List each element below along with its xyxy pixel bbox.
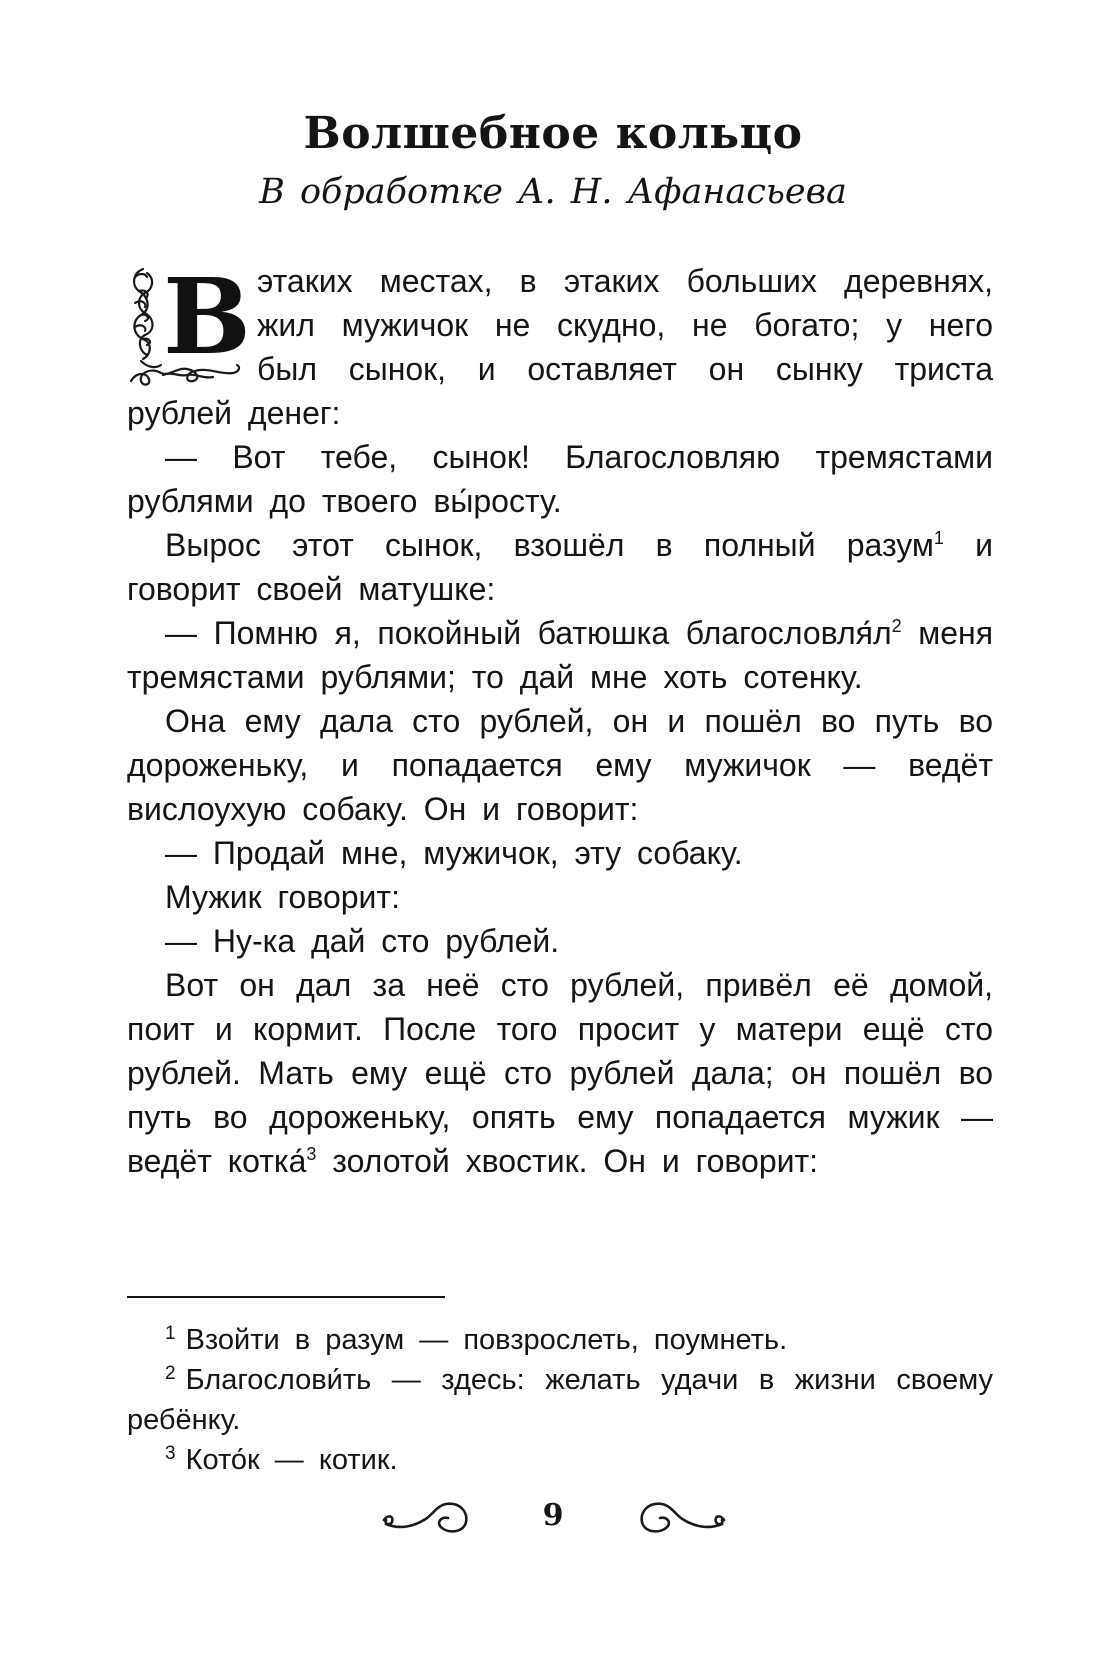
footnote-number: 2 (165, 1363, 176, 1384)
story-text (127, 255, 994, 1183)
paragraph-6: — Продай мне, мужичок, эту собаку. (165, 835, 743, 871)
paragraph-4 (127, 611, 993, 699)
left-flourish-icon (380, 1496, 472, 1536)
paragraph-3-text-a: Вырос этот сынок, взошёл в полный разум (165, 527, 934, 563)
paragraph-9 (127, 963, 993, 1183)
footnote-divider (127, 1296, 445, 1298)
paragraph-3 (127, 523, 993, 611)
story-title: Волшебное кольцо (303, 108, 803, 159)
paragraph-9-text-a: Вот он дал за неё сто рублей, привёл её домой, поит и кормит. После того просит у матери ещё сто рублей. Мать ему ещё сто рублей дала; он пошёл во путь во дороженьку, опять ему попадается мужик — ведёт котка́ (127, 967, 993, 1179)
footnote-number: 1 (165, 1323, 176, 1344)
page-number: 9 (542, 1498, 564, 1533)
paragraph-2: — Вот тебе, сынок! Благословляю тремястами рублями до твоего вы́росту. (127, 439, 993, 519)
drop-cap (125, 255, 251, 389)
footnote-ref-2[interactable]: 2 (891, 616, 902, 636)
paragraph-1 (127, 255, 993, 435)
paragraph-5: Она ему дала сто рублей, он и пошёл во путь во дороженьку, и попадается ему мужичок — ведёт вислоухую собаку. Он и говорит: (127, 703, 993, 827)
footnote-3 (127, 1440, 993, 1480)
footnote-ref-3[interactable]: 3 (306, 1144, 317, 1164)
footnote-1 (127, 1320, 993, 1360)
footnote-ref-1[interactable]: 1 (933, 528, 944, 548)
footnote-number: 3 (165, 1443, 176, 1464)
footnote-text: Благослови́ть — здесь: желать удачи в жизни своему ребёнку. (127, 1364, 993, 1436)
paragraph-1-text: этаких местах, в этаких больших деревнях, жил мужичок не скудно, не богато; у него был сынок, и оставляет он сынку триста рублей денег: (127, 263, 993, 431)
footnotes (127, 1320, 993, 1480)
footnote-text: Взойти в разум — повзрослеть, поумнеть. (185, 1324, 788, 1356)
story-subtitle: В обработке А. Н. Афанасьева (259, 172, 847, 212)
paragraph-4-text-a: — Помню я, покойный батюшка благословля́л (165, 615, 892, 651)
footnote-text: Кото́к — котик. (185, 1444, 398, 1476)
right-flourish-icon (636, 1496, 728, 1536)
paragraph-8: — Ну-ка дай сто рублей. (165, 923, 560, 959)
drop-cap-letter: В (163, 255, 251, 378)
paragraph-4-text-b: меня тремястами рублями; то дай мне хоть сотенку. (127, 615, 994, 695)
footnote-2 (127, 1360, 993, 1440)
paragraph-3-text-b: и говорит своей матушке: (127, 527, 993, 607)
page-footer (0, 1490, 1106, 1550)
paragraph-9-text-b: золотой хвостик. Он и говорит: (332, 1143, 819, 1179)
paragraph-7: Мужик говорит: (165, 879, 400, 915)
